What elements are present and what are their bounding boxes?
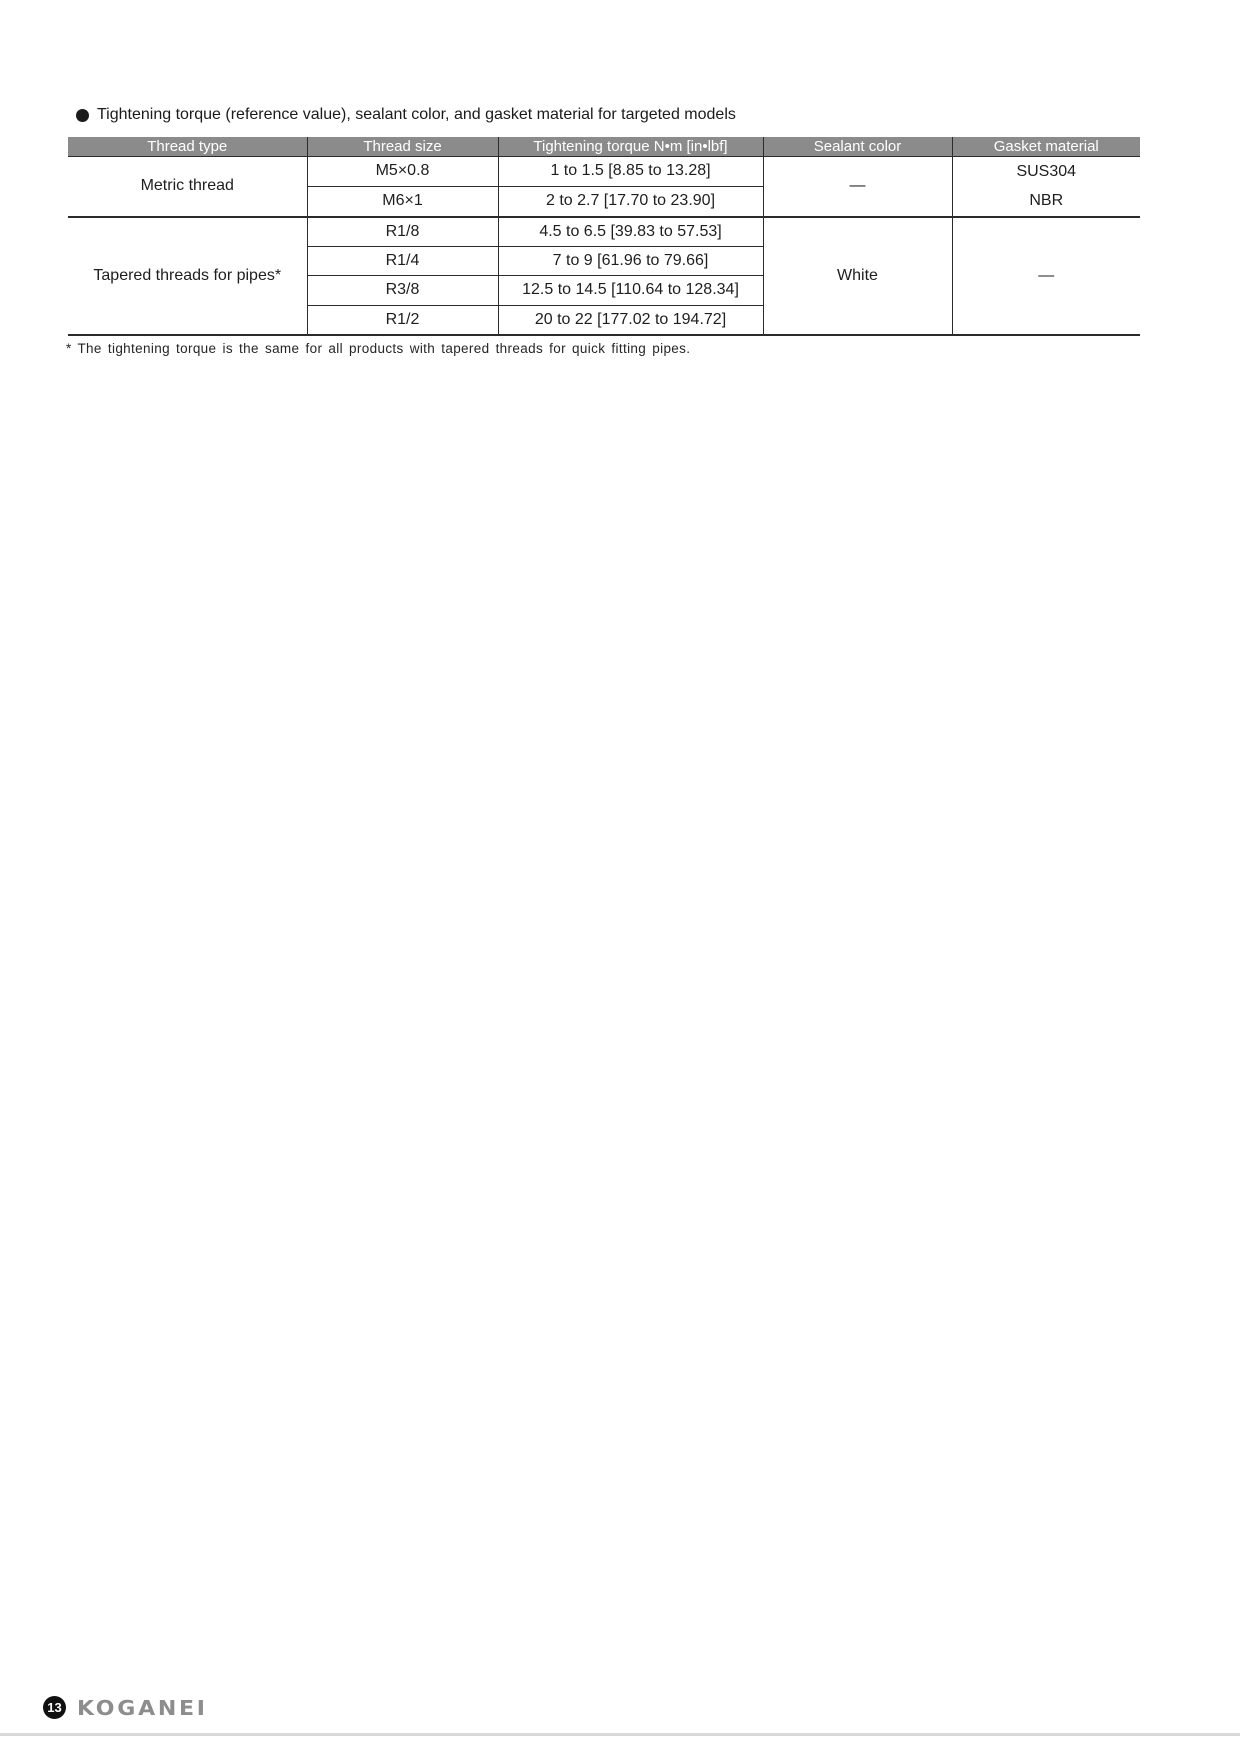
page-bottom-edge bbox=[0, 1733, 1240, 1736]
cell-torque: 2 to 2.7 [17.70 to 23.90] bbox=[498, 186, 763, 216]
cell-thread-type-tapered: Tapered threads for pipes* bbox=[68, 217, 307, 335]
gasket-material-line: SUS304 bbox=[1016, 162, 1077, 180]
col-header-sealant-color: Sealant color bbox=[763, 137, 952, 156]
cell-torque: 12.5 to 14.5 [110.64 to 128.34] bbox=[498, 276, 763, 306]
cell-torque: 1 to 1.5 [8.85 to 13.28] bbox=[498, 156, 763, 186]
brand-logo: KOGANEI bbox=[77, 1696, 208, 1720]
cell-thread-size: R3/8 bbox=[307, 276, 498, 306]
cell-sealant-color: — bbox=[763, 156, 952, 217]
page-number-badge bbox=[43, 1696, 66, 1719]
cell-thread-size: M6×1 bbox=[307, 186, 498, 216]
cell-thread-size: R1/4 bbox=[307, 246, 498, 276]
cell-thread-size: R1/2 bbox=[307, 305, 498, 335]
cell-torque: 4.5 to 6.5 [39.83 to 57.53] bbox=[498, 217, 763, 247]
table-row bbox=[68, 217, 1140, 247]
gasket-material-stack bbox=[955, 157, 1139, 216]
section-title-row bbox=[76, 106, 736, 124]
table-header-row bbox=[68, 137, 1140, 156]
col-header-thread-size: Thread size bbox=[307, 137, 498, 156]
footnote: * The tightening torque is the same for all products with tapered threads for quick fitting pipes. bbox=[66, 341, 691, 356]
torque-spec-table bbox=[68, 137, 1140, 336]
cell-sealant-color: White bbox=[763, 217, 952, 335]
bullet-icon bbox=[76, 109, 89, 122]
cell-thread-type-metric: Metric thread bbox=[68, 156, 307, 217]
col-header-gasket-material: Gasket material bbox=[952, 137, 1140, 156]
cell-gasket-material: — bbox=[952, 217, 1140, 335]
cell-torque: 7 to 9 [61.96 to 79.66] bbox=[498, 246, 763, 276]
cell-thread-size: R1/8 bbox=[307, 217, 498, 247]
col-header-thread-type: Thread type bbox=[68, 137, 307, 156]
cell-torque: 20 to 22 [177.02 to 194.72] bbox=[498, 305, 763, 335]
col-header-tightening-torque: Tightening torque N•m [in•lbf] bbox=[498, 137, 763, 156]
gasket-material-line: NBR bbox=[1029, 192, 1064, 209]
cell-gasket-material bbox=[952, 156, 1140, 217]
cell-thread-size: M5×0.8 bbox=[307, 156, 498, 186]
page-number: 13 bbox=[47, 1700, 62, 1715]
section-title: Tightening torque (reference value), sealant color, and gasket material for targeted models bbox=[97, 106, 736, 123]
table-row bbox=[68, 156, 1140, 186]
